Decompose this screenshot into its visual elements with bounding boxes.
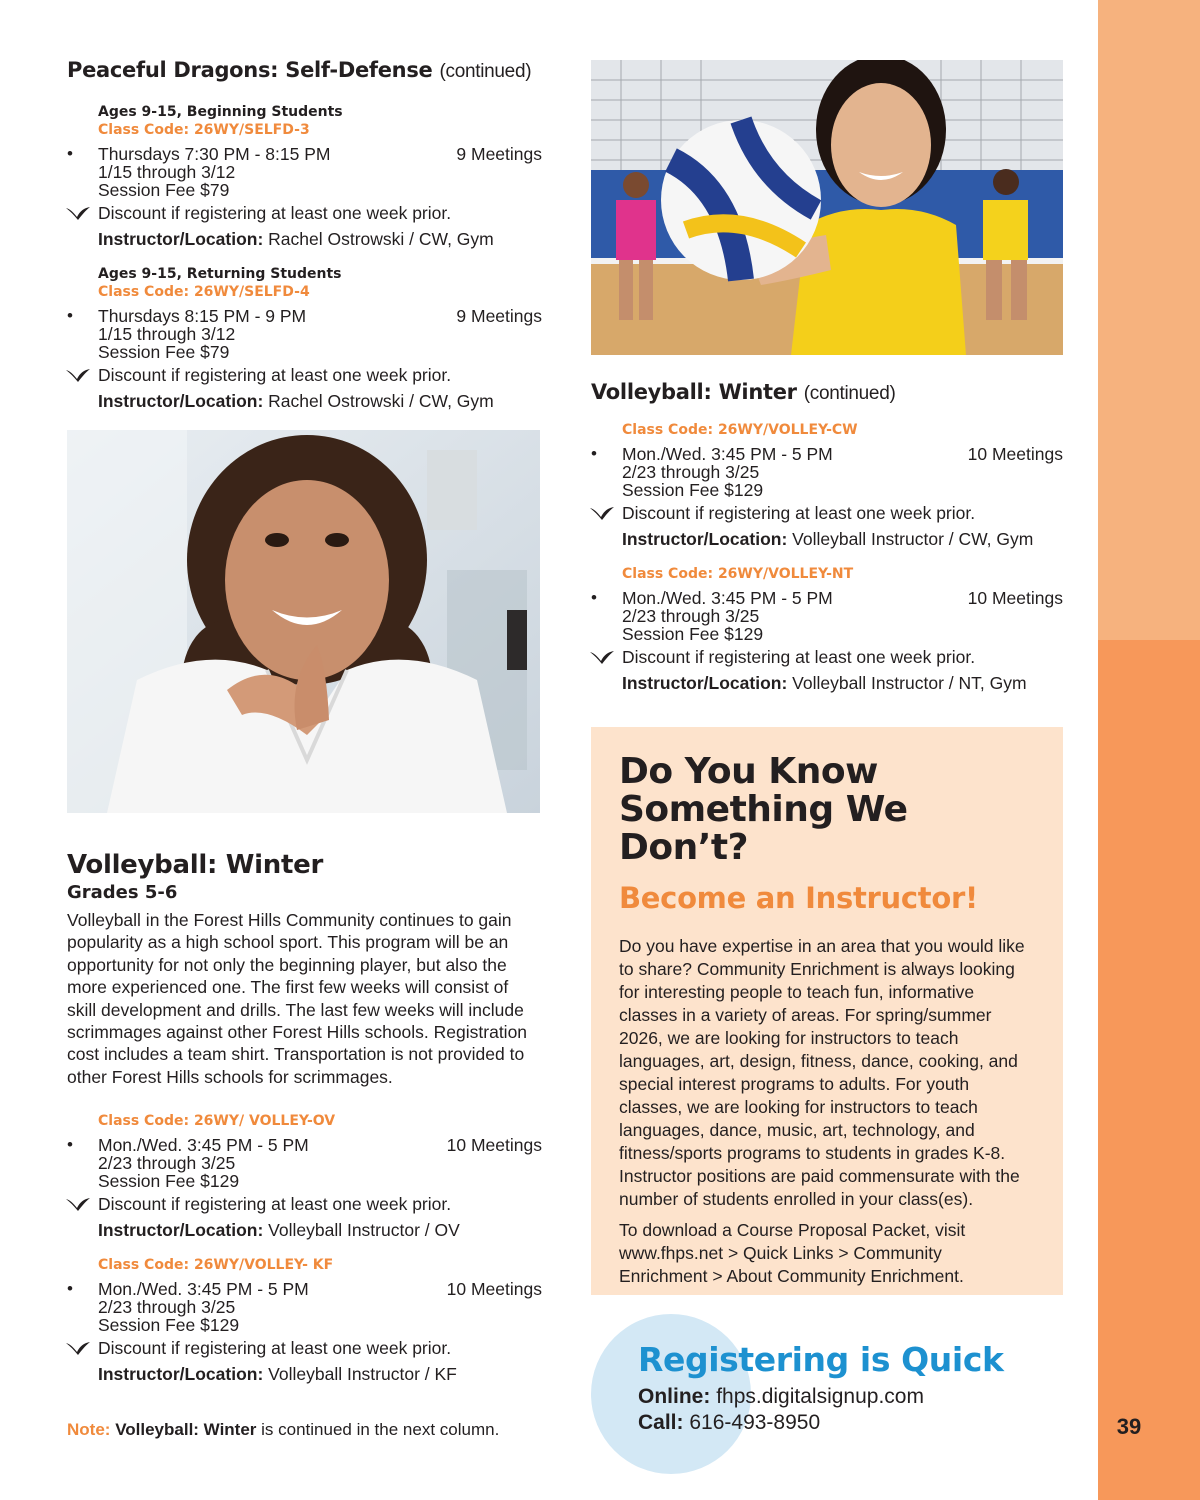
promo-heading-line1: Do You Know xyxy=(619,751,878,792)
volleyball-description: Volleyball in the Forest Hills Community continues to gain popularity as a high school sport. This program will be an opportunity for not only the beginning player, but also the more experienced one. The first few weeks will consist of skill development and drills. The last few weeks will include scrimmages against other Forest Hills schools. Registration cost includes a team shirt. Transportation is not provided to other Forest Hills schools for scrimmages. xyxy=(67,910,528,1087)
discount-text: Discount if registering at least one week prior. xyxy=(622,503,976,523)
bird-discount-icon xyxy=(589,505,615,521)
continued-label: (continued) xyxy=(803,383,896,404)
self-defense-title-text: Peaceful Dragons: Self-Defense xyxy=(67,58,433,82)
page-edge-light xyxy=(1098,0,1200,640)
instructor-label: Instructor/Location: xyxy=(622,673,788,693)
promo-body: Do you have expertise in an area that you would like to share? Community Enrichment is always looking for interesting people to teach fun, informative classes in a variety of areas. For spring/summer 2026, we are looking for instructors to teach languages, art, design, fitness, dance, cooking, and special interest programs to adults. For youth classes, we are looking for instructors to teach languages, dance, music, art, technology, and fitness/sports programs to students in grades K-8. Instructor positions are paid commensurate with the number of students enrolled in your class(es). xyxy=(619,936,1025,1209)
schedule-text: Mon./Wed. 3:45 PM - 5 PM xyxy=(622,444,833,464)
discount-line xyxy=(98,203,542,223)
discount-line xyxy=(622,503,1063,523)
online-label: Online: xyxy=(638,1385,711,1408)
instructor-label: Instructor/Location: xyxy=(622,529,788,549)
session-dates: 2/23 through 3/25 xyxy=(622,606,760,626)
discount-line xyxy=(622,647,1063,667)
session-fee: Session Fee $79 xyxy=(98,342,230,362)
session-schedule xyxy=(67,1135,542,1156)
class-session xyxy=(67,265,542,411)
schedule-text: Mon./Wed. 3:45 PM - 5 PM xyxy=(622,588,833,608)
class-session xyxy=(591,565,1063,693)
session-fee: Session Fee $129 xyxy=(98,1171,240,1192)
class-session xyxy=(67,1112,542,1241)
session-subtitle: Ages 9-15, Beginning Students xyxy=(98,104,343,120)
discount-text: Discount if registering at least one week prior. xyxy=(98,203,452,223)
instructor-label: Instructor/Location: xyxy=(98,1364,264,1385)
schedule-text: Thursdays 8:15 PM - 9 PM xyxy=(98,306,307,326)
volleyball-title: Volleyball: Winter xyxy=(67,850,323,880)
register-call-line xyxy=(638,1411,1078,1435)
instructor-value: Rachel Ostrowski / CW, Gym xyxy=(268,229,494,249)
class-code: Class Code: 26WY/VOLLEY-NT xyxy=(622,566,854,582)
note-bold: Volleyball: Winter xyxy=(115,1420,257,1439)
volleyball-section xyxy=(67,850,542,1384)
instructor-line xyxy=(622,673,1063,693)
discount-text: Discount if registering at least one week prior. xyxy=(98,1194,452,1215)
discount-text: Discount if registering at least one week prior. xyxy=(98,365,452,385)
self-defense-title xyxy=(67,58,542,83)
register-online-line xyxy=(638,1385,1078,1409)
session-schedule xyxy=(67,144,542,164)
register-info xyxy=(638,1340,1078,1435)
bullet-icon: • xyxy=(67,1135,73,1155)
volleyball-continued-title-text: Volleyball: Winter xyxy=(591,380,797,404)
instructor-line xyxy=(98,229,542,249)
continued-label: (continued) xyxy=(439,61,532,82)
volleyball-girl-photo xyxy=(591,60,1063,355)
volleyball-continued-title xyxy=(591,380,1063,405)
become-instructor-box xyxy=(591,727,1063,1295)
bullet-icon: • xyxy=(67,306,73,325)
meetings-count: 10 Meetings xyxy=(446,1135,542,1156)
class-code: Class Code: 26WY/VOLLEY- KF xyxy=(98,1257,334,1274)
instructor-value: Rachel Ostrowski / CW, Gym xyxy=(268,391,494,411)
bullet-icon: • xyxy=(67,1279,73,1299)
page-edge-dark xyxy=(1098,640,1200,1500)
instructor-value: Volleyball Instructor / CW, Gym xyxy=(792,529,1034,549)
promo-heading xyxy=(619,753,1035,867)
instructor-value: Volleyball Instructor / KF xyxy=(268,1364,457,1385)
bullet-icon: • xyxy=(67,144,73,163)
instructor-label: Instructor/Location: xyxy=(98,229,264,249)
instructor-line xyxy=(622,529,1063,549)
session-fee: Session Fee $129 xyxy=(622,480,764,500)
session-schedule xyxy=(591,444,1063,464)
promo-download-info: To download a Course Proposal Packet, visit www.fhps.net > Quick Links > Community Enrichment > About Community Enrichment. xyxy=(619,1220,966,1286)
class-session xyxy=(67,103,542,249)
volleyball-continued-section xyxy=(591,380,1063,693)
instructor-value: Volleyball Instructor / OV xyxy=(268,1220,460,1241)
meetings-count: 10 Meetings xyxy=(446,1279,542,1300)
class-session xyxy=(67,1256,542,1385)
session-fee: Session Fee $129 xyxy=(622,624,764,644)
session-dates: 2/23 through 3/25 xyxy=(622,462,760,482)
session-dates: 1/15 through 3/12 xyxy=(98,324,236,344)
volleyball-grades: Grades 5-6 xyxy=(67,882,178,903)
schedule-text: Mon./Wed. 3:45 PM - 5 PM xyxy=(98,1135,309,1156)
promo-heading-line2: Something We Don’t? xyxy=(619,789,908,868)
session-schedule xyxy=(67,306,542,326)
class-code: Class Code: 26WY/SELFD-3 xyxy=(98,122,310,138)
schedule-text: Thursdays 7:30 PM - 8:15 PM xyxy=(98,144,331,164)
karate-girl-photo xyxy=(67,430,540,813)
session-subtitle: Ages 9-15, Returning Students xyxy=(98,266,342,282)
phone-number[interactable]: 616-493-8950 xyxy=(689,1411,821,1434)
register-title: Registering is Quick xyxy=(638,1340,1004,1379)
bird-discount-icon xyxy=(65,367,91,383)
instructor-label: Instructor/Location: xyxy=(98,1220,264,1241)
discount-text: Discount if registering at least one week prior. xyxy=(98,1338,452,1359)
instructor-line xyxy=(98,1220,542,1240)
self-defense-section xyxy=(67,58,542,411)
session-dates: 1/15 through 3/12 xyxy=(98,162,236,182)
meetings-count: 9 Meetings xyxy=(456,306,542,326)
note-label: Note: xyxy=(67,1420,111,1439)
continuation-note xyxy=(67,1420,499,1440)
bird-discount-icon xyxy=(65,205,91,221)
page-number: 39 xyxy=(1116,1414,1142,1439)
class-code: Class Code: 26WY/VOLLEY-CW xyxy=(622,422,858,438)
session-fee: Session Fee $79 xyxy=(98,180,230,200)
instructor-value: Volleyball Instructor / NT, Gym xyxy=(792,673,1027,693)
instructor-line xyxy=(98,1364,542,1384)
note-text: is continued in the next column. xyxy=(256,1420,500,1439)
session-dates: 2/23 through 3/25 xyxy=(98,1153,236,1174)
discount-line xyxy=(98,1338,542,1358)
class-code: Class Code: 26WY/SELFD-4 xyxy=(98,284,310,300)
call-label: Call: xyxy=(638,1411,684,1434)
discount-text: Discount if registering at least one week prior. xyxy=(622,647,976,667)
bird-discount-icon xyxy=(65,1196,91,1212)
bullet-icon: • xyxy=(591,444,597,463)
bird-discount-icon xyxy=(589,649,615,665)
meetings-count: 9 Meetings xyxy=(456,144,542,164)
session-schedule xyxy=(67,1279,542,1300)
bird-discount-icon xyxy=(65,1340,91,1356)
session-fee: Session Fee $129 xyxy=(98,1315,240,1336)
class-session xyxy=(591,421,1063,549)
class-code: Class Code: 26WY/ VOLLEY-OV xyxy=(98,1113,336,1130)
instructor-line xyxy=(98,391,542,411)
meetings-count: 10 Meetings xyxy=(967,588,1063,608)
promo-subheading: Become an Instructor! xyxy=(619,881,978,915)
discount-line xyxy=(98,365,542,385)
online-url[interactable]: fhps.digitalsignup.com xyxy=(716,1385,924,1408)
instructor-label: Instructor/Location: xyxy=(98,391,264,411)
session-schedule xyxy=(591,588,1063,608)
discount-line xyxy=(98,1194,542,1214)
schedule-text: Mon./Wed. 3:45 PM - 5 PM xyxy=(98,1279,309,1300)
session-dates: 2/23 through 3/25 xyxy=(98,1297,236,1318)
bullet-icon: • xyxy=(591,588,597,607)
meetings-count: 10 Meetings xyxy=(967,444,1063,464)
